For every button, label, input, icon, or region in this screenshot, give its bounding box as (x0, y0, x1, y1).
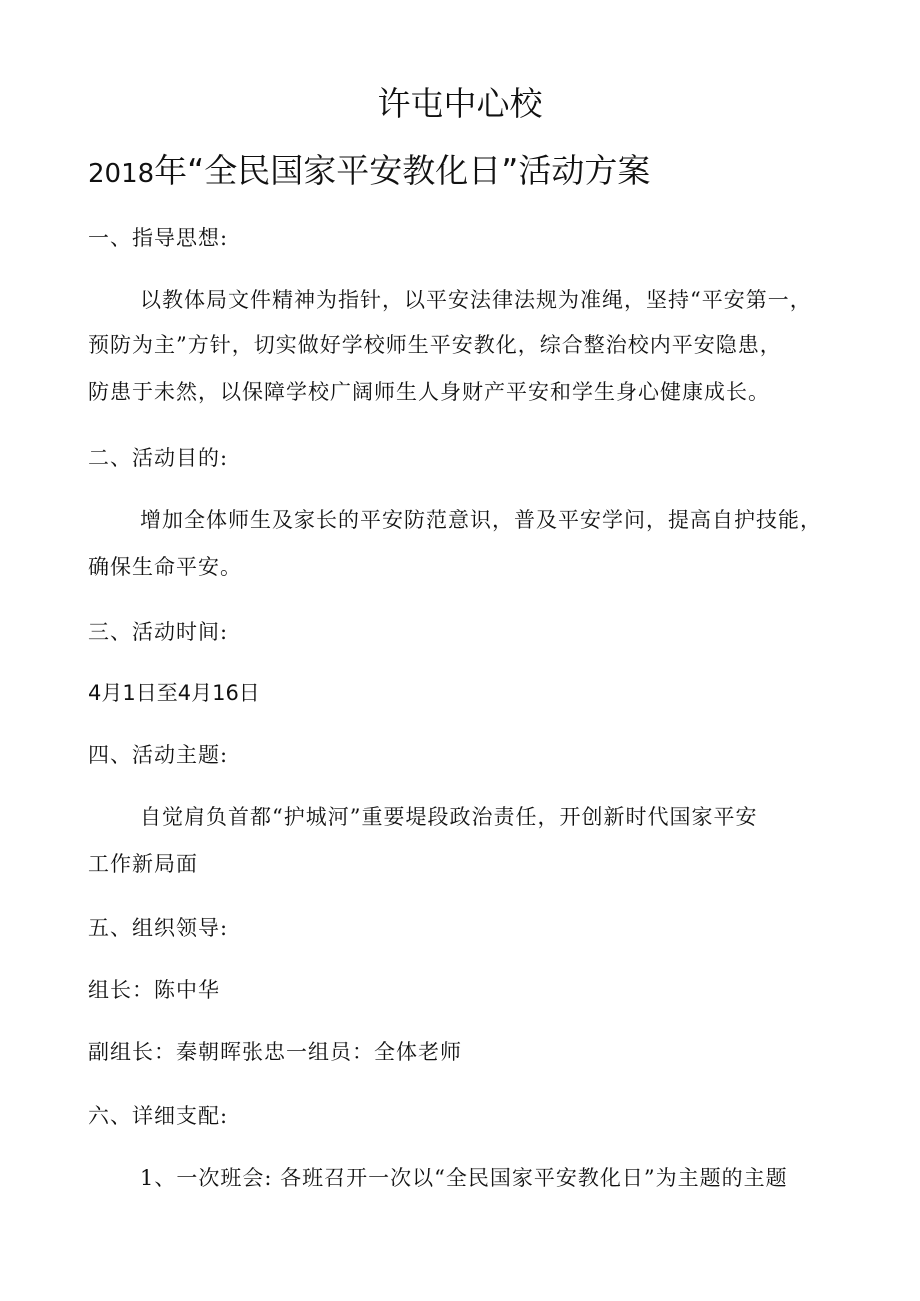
school-name: 许屯中心校 (377, 84, 543, 123)
title-year: 2018 (88, 159, 155, 189)
deputy-leader-members: 副组长：秦朝晖张忠一组员：全体老师 (88, 1040, 462, 1064)
paragraph-line: 工作新局面 (88, 852, 198, 876)
activity-date: 4月1日至4月16日 (88, 681, 260, 705)
paragraph-line: 以教体局文件精神为指针，以平安法律法规为准绳，坚持“平安第一， (140, 288, 812, 312)
section-heading-theme: 四、活动主题: (88, 743, 229, 767)
section-heading-arrangement: 六、详细支配: (88, 1104, 229, 1128)
document-title (88, 149, 650, 196)
title-text: 年“全民国家平安教化日”活动方案 (154, 151, 651, 190)
section-heading-time: 三、活动时间: (88, 620, 229, 644)
paragraph-line: 自觉肩负首都“护城河”重要堤段政治责任，开创新时代国家平安 (140, 805, 758, 829)
section-heading-leadership: 五、组织领导: (88, 916, 229, 940)
section-heading-guiding-thought: 一、指导思想: (88, 226, 229, 250)
arrangement-item-1: 1、一次班会: 各班召开一次以“全民国家平安教化日”为主题的主题 (140, 1166, 788, 1190)
paragraph-line: 确保生命平安。 (88, 555, 242, 579)
paragraph-line: 预防为主”方针，切实做好学校师生平安教化，综合整治校内平安隐患， (88, 333, 782, 357)
section-heading-purpose: 二、活动目的: (88, 446, 229, 470)
paragraph-line: 防患于未然，以保障学校广阔师生人身财产平安和学生身心健康成长。 (88, 380, 770, 404)
team-leader: 组长：陈中华 (88, 978, 220, 1002)
paragraph-line: 增加全体师生及家长的平安防范意识，普及平安学问，提高自护技能， (140, 508, 822, 532)
